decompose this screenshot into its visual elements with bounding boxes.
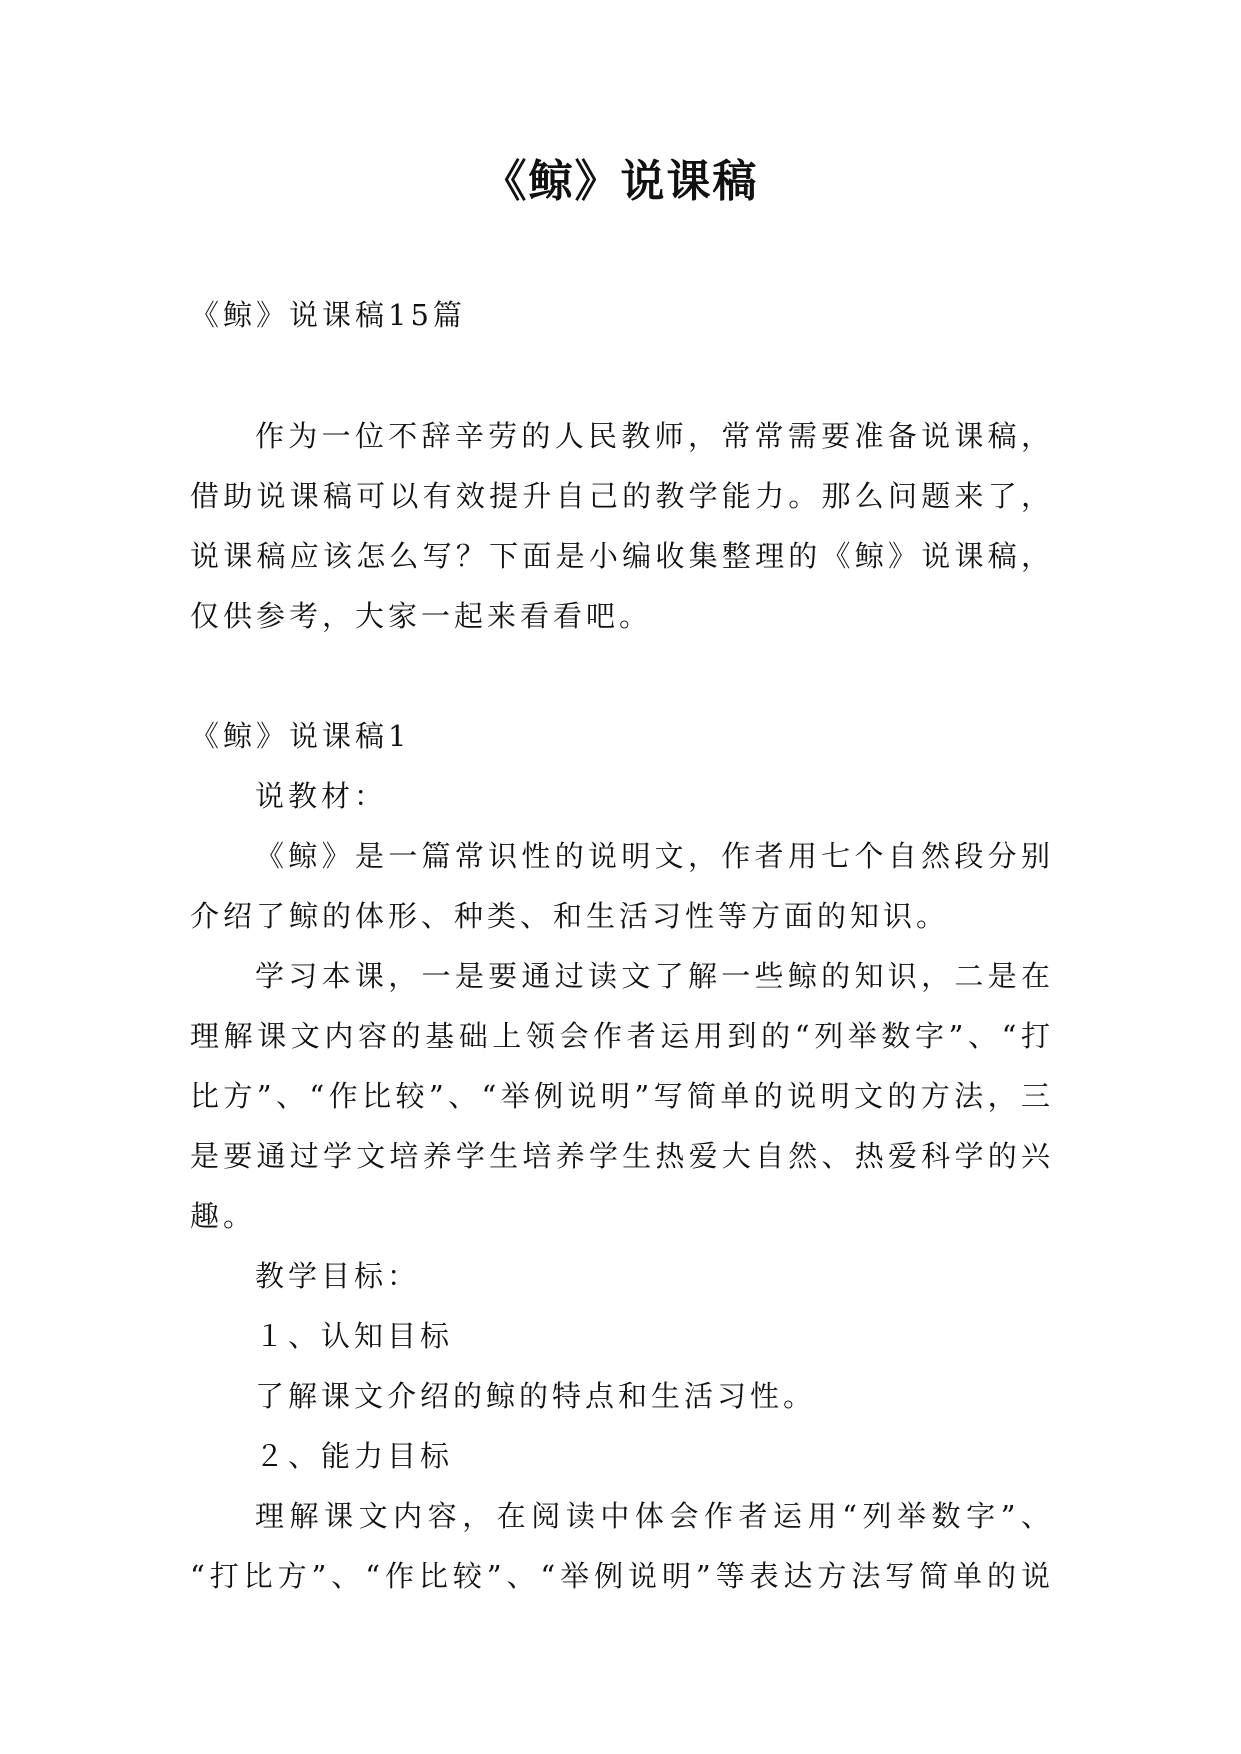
intro-line: 说课稿应该怎么写？下面是小编收集整理的《鲸》说课稿， bbox=[190, 539, 1050, 573]
goals-label: 教学目标： bbox=[255, 1259, 421, 1293]
goal-text: “打比方”、“作比较”、“举例说明”等表达方法写简单的说 bbox=[190, 1559, 1050, 1593]
goal-text: 理解课文内容，在阅读中体会作者运用“列举数字”、 bbox=[255, 1499, 1050, 1533]
textbook-label: 说教材： bbox=[255, 779, 388, 813]
paragraph-line: 《鲸》是一篇常识性的说明文，作者用七个自然段分别 bbox=[255, 839, 1050, 873]
section-heading: 《鲸》说课稿1 bbox=[190, 719, 411, 753]
document-title: 《鲸》说课稿 bbox=[482, 156, 759, 207]
paragraph-line: 介绍了鲸的体形、种类、和生活习性等方面的知识。 bbox=[190, 899, 950, 933]
intro-line: 借助说课稿可以有效提升自己的教学能力。那么问题来了， bbox=[190, 479, 1050, 513]
intro-line: 仅供参考，大家一起来看看吧。 bbox=[190, 599, 653, 633]
paragraph-line: 趣。 bbox=[190, 1199, 257, 1233]
paragraph-line: 比方”、“作比较”、“举例说明”写简单的说明文的方法，三 bbox=[190, 1079, 1050, 1113]
goal-heading: １、认知目标 bbox=[255, 1319, 454, 1353]
goal-heading: ２、能力目标 bbox=[255, 1439, 454, 1473]
document-subtitle: 《鲸》说课稿15篇 bbox=[190, 298, 466, 332]
paragraph-line: 理解课文内容的基础上领会作者运用到的“列举数字”、“打 bbox=[190, 1019, 1050, 1053]
intro-line: 作为一位不辞辛劳的人民教师，常常需要准备说课稿， bbox=[255, 419, 1050, 453]
paragraph-line: 是要通过学文培养学生培养学生热爱大自然、热爱科学的兴 bbox=[190, 1139, 1050, 1173]
paragraph-line: 学习本课，一是要通过读文了解一些鲸的知识，二是在 bbox=[255, 959, 1050, 993]
goal-text: 了解课文介绍的鲸的特点和生活习性。 bbox=[255, 1379, 817, 1413]
